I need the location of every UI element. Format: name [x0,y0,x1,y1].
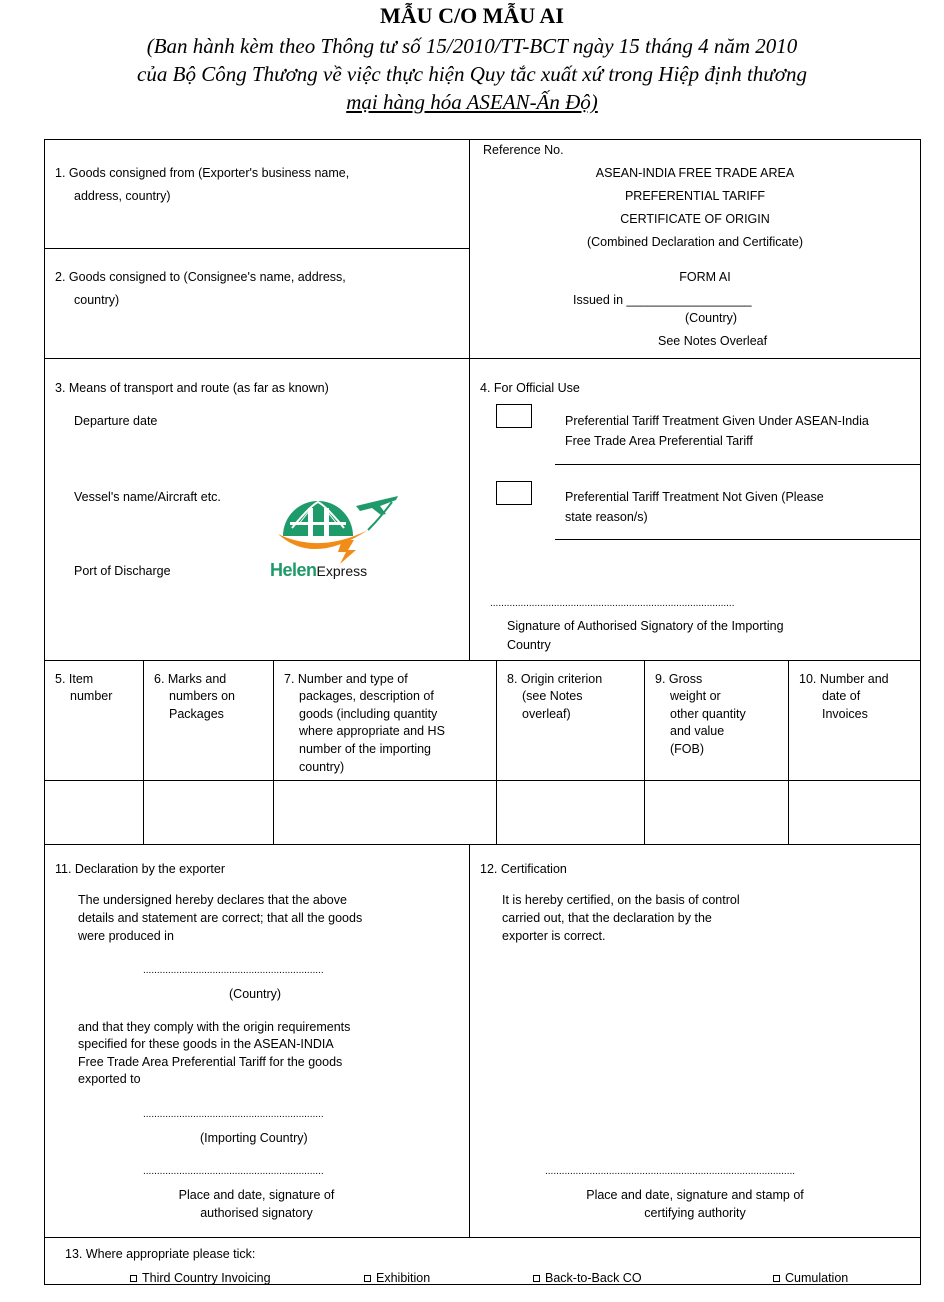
back-to-back-checkbox[interactable] [533,1275,540,1282]
box2-label-line2: country) [74,293,120,307]
issued-in-field: Issued in __________________ [573,293,752,307]
divider-box1-box2 [44,248,469,249]
reference-label: Reference No. [483,143,564,157]
col9-header-line5: (FOB) [670,742,705,756]
reference-line3: CERTIFICATE OF ORIGIN [620,212,770,226]
divider-row4 [44,844,921,845]
option-cumulation[interactable] [773,1269,848,1287]
option-back-to-back[interactable] [533,1269,642,1287]
official-signature-line2: Country [507,638,551,652]
divider-row5 [44,1237,921,1238]
col7-header-line1: 7. Number and type of [284,672,408,686]
tariff-given-checkbox[interactable] [496,404,532,428]
divider-row2 [44,358,921,359]
box1-label-line1: 1. Goods consigned from (Exporter's business name, [55,166,350,180]
certification-line2: carried out, that the declaration by the [502,911,712,925]
col7-header-line3: goods (including quantity [299,707,438,721]
box3-title: 3. Means of transport and route (as far as known) [55,381,329,395]
col5-header-line2: number [70,689,113,703]
option-third-country[interactable] [130,1269,271,1287]
tariff-not-given-checkbox[interactable] [496,481,532,505]
exhibition-label: Exhibition [376,1271,431,1285]
tariff-given-line1: Preferential Tariff Treatment Given Under ASEAN-India [565,414,869,428]
reference-line1: ASEAN-INDIA FREE TRADE AREA [595,166,795,180]
divider-bottom-vertical [469,844,470,1237]
third-country-checkbox[interactable] [130,1275,137,1282]
subtitle-line-1: (Ban hành kèm theo Thông tư số 15/2010/TT-BCT ngày 15 tháng 4 năm 2010 [146,34,798,58]
col10-header-line3: Invoices [822,707,868,721]
authority-signature-line1: Place and date, signature and stamp of [586,1188,804,1202]
declaration-line7: exported to [78,1072,141,1086]
tariff-not-given-line1: Preferential Tariff Treatment Not Given (Please [565,490,824,504]
divider-official-1 [555,464,921,465]
page-title: MẪU C/O MẪU AI [380,3,564,28]
reference-line2: PREFERENTIAL TARIFF [624,189,766,203]
box1-label-line2: address, country) [74,189,171,203]
col9-header-line1: 9. Gross [655,672,703,686]
exporter-signature-dots: ................................................................. [143,1166,324,1177]
gross-weight-cell[interactable] [645,781,788,844]
tariff-not-given-line2: state reason/s) [565,510,648,524]
helen-express-logo [268,478,403,583]
exporter-signature-line2: authorised signatory [200,1206,313,1220]
col6-header-line1: 6. Marks and [154,672,227,686]
description-cell[interactable] [274,781,496,844]
col8-header-line3: overleaf) [522,707,571,721]
box4-title: 4. For Official Use [480,381,580,395]
see-notes-label: See Notes Overleaf [658,334,768,348]
item-number-cell[interactable] [44,781,143,844]
reference-line4: (Combined Declaration and Certificate) [586,235,804,249]
cumulation-label: Cumulation [785,1271,849,1285]
country-label: (Country) [229,987,282,1001]
issued-country-label: (Country) [685,311,738,325]
box13-title: 13. Where appropriate please tick: [65,1247,256,1261]
authority-signature-dots: .......................................................................................... [545,1166,796,1177]
importing-country-label: (Importing Country) [200,1131,308,1145]
col10-header-line2: date of [822,689,861,703]
certification-line1: It is hereby certified, on the basis of control [502,893,740,907]
vessel-name-label: Vessel's name/Aircraft etc. [74,490,221,504]
col10-header-line1: 10. Number and [799,672,889,686]
col8-header-line1: 8. Origin criterion [507,672,603,686]
col7-header-line2: packages, description of [299,689,434,703]
port-of-discharge-label: Port of Discharge [74,564,171,578]
marks-cell[interactable] [144,781,273,844]
declaration-line3: were produced in [78,929,174,943]
certification-line3: exporter is correct. [502,929,606,943]
col8-header-line2: (see Notes [522,689,583,703]
authority-signature-line2: certifying authority [644,1206,746,1220]
col7-header-line4: where appropriate and HS [299,724,445,738]
importing-country-dots: ................................................................. [143,1109,324,1120]
third-country-label: Third Country Invoicing [142,1271,271,1285]
col9-header-line4: and value [670,724,725,738]
exhibition-checkbox[interactable] [364,1275,371,1282]
subtitle-line-2: của Bộ Công Thương về việc thực hiện Quy tắc xuất xứ trong Hiệp định thương [137,62,807,86]
col6-header-line3: Packages [169,707,224,721]
col5-header-line1: 5. Item [55,672,94,686]
back-to-back-label: Back-to-Back CO [545,1271,642,1285]
invoice-cell[interactable] [789,781,920,844]
col7-header-line5: number of the importing [299,742,432,756]
col9-header-line3: other quantity [670,707,746,721]
box2-label-line1: 2. Goods consigned to (Consignee's name, address, [55,270,346,284]
tariff-given-line2: Free Trade Area Preferential Tariff [565,434,753,448]
divider-official-2 [555,539,921,540]
origin-criterion-cell[interactable] [497,781,644,844]
divider-row3 [44,660,921,661]
declaration-line2: details and statement are correct; that all the goods [78,911,363,925]
declaration-line4: and that they comply with the origin requirements [78,1020,351,1034]
form-name: FORM AI [679,270,731,284]
declaration-line1: The undersigned hereby declares that the above [78,893,347,907]
page-subtitle [0,32,944,116]
col9-header-line2: weight or [670,689,721,703]
exporter-signature-line1: Place and date, signature of [178,1188,335,1202]
cumulation-checkbox[interactable] [773,1275,780,1282]
logo-brand-helen: Helen [270,560,317,580]
subtitle-line-3: mại hàng hóa ASEAN-Ấn Độ) [346,90,598,114]
official-signature-line1: Signature of Authorised Signatory of the Importing [507,619,784,633]
declaration-line5: specified for these goods in the ASEAN-INDIA [78,1037,334,1051]
col6-header-line2: numbers on [169,689,236,703]
col7-header-line6: country) [299,760,345,774]
option-exhibition[interactable] [364,1269,430,1287]
box11-title: 11. Declaration by the exporter [55,862,226,876]
departure-date-label: Departure date [74,414,158,428]
declaration-line6: Free Trade Area Preferential Tariff for the goods [78,1055,343,1069]
country-dots: ................................................................. [143,965,324,976]
official-signature-dots: ........................................................................................ [490,598,735,609]
box12-title: 12. Certification [480,862,567,876]
logo-brand-express: Express [316,563,368,579]
